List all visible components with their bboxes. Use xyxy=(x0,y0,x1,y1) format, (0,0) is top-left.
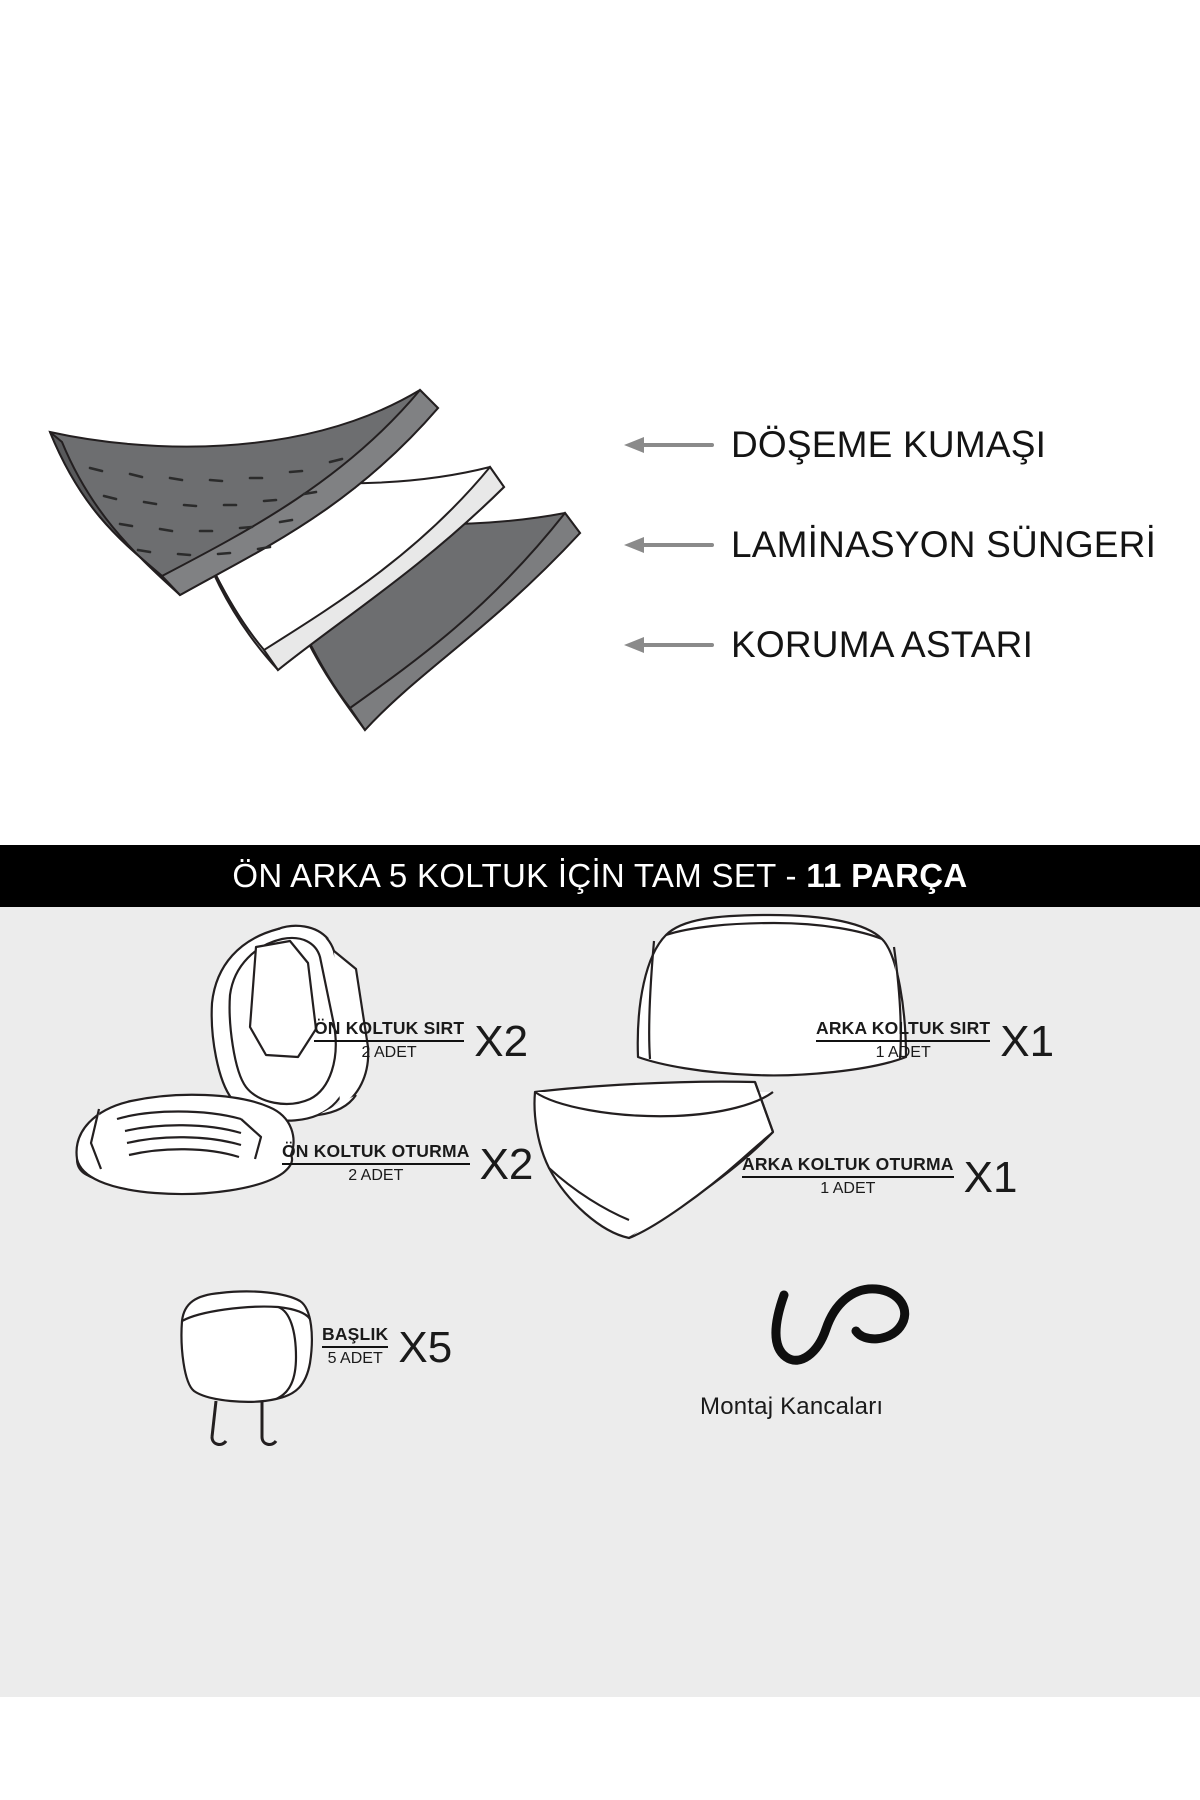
caption-qty: X1 xyxy=(963,1153,1018,1203)
caption-title: BAŞLIK xyxy=(322,1325,388,1348)
front-seat-cushion-illustration xyxy=(55,1047,345,1227)
bottom-white-strip xyxy=(0,1697,1200,1800)
caption-rear-seat-cushion xyxy=(738,1153,1018,1203)
layers-section xyxy=(0,0,1200,845)
caption-qty: X2 xyxy=(479,1140,534,1190)
layer-label-foam xyxy=(620,495,1180,595)
arrow-left-icon xyxy=(620,530,715,560)
layer-label-list xyxy=(620,395,1180,695)
caption-sub: 2 ADET xyxy=(361,1044,417,1062)
set-header-title-bold: 11 PARÇA xyxy=(806,857,968,894)
caption-text xyxy=(318,1325,392,1370)
caption-qty: X5 xyxy=(398,1323,453,1373)
caption-text xyxy=(738,1155,958,1200)
mounting-hook-icon xyxy=(760,1277,940,1387)
layers-illustration xyxy=(20,370,680,770)
arrow-left-icon xyxy=(620,630,715,660)
caption-sub: 2 ADET xyxy=(348,1167,404,1185)
caption-qty: X2 xyxy=(474,1017,529,1067)
mounting-hooks-label: Montaj Kancaları xyxy=(700,1393,884,1420)
caption-title: ÖN KOLTUK OTURMA xyxy=(282,1142,470,1165)
set-section xyxy=(0,845,1200,1800)
caption-text xyxy=(278,1142,474,1187)
arrow-left-icon xyxy=(620,430,715,460)
caption-sub: 1 ADET xyxy=(820,1180,876,1198)
layer-label-text: LAMİNASYON SÜNGERİ xyxy=(731,524,1157,565)
caption-sub: 1 ADET xyxy=(875,1044,931,1062)
item-front-seat-cushion xyxy=(55,1047,345,1227)
set-header-title-main: ÖN ARKA 5 KOLTUK İÇİN TAM SET - xyxy=(232,857,807,894)
set-header-banner xyxy=(0,845,1200,907)
layer-label-fabric xyxy=(620,395,1180,495)
caption-front-seat-cushion xyxy=(278,1140,534,1190)
layer-label-text: KORUMA ASTARI xyxy=(731,624,1034,665)
item-mounting-hooks xyxy=(760,1277,940,1387)
caption-title: ARKA KOLTUK OTURMA xyxy=(742,1155,954,1178)
layer-label-lining xyxy=(620,595,1180,695)
caption-title: ÖN KOLTUK SIRT xyxy=(314,1019,464,1042)
caption-sub: 5 ADET xyxy=(327,1350,383,1368)
caption-qty: X1 xyxy=(1000,1017,1055,1067)
caption-title: ARKA KOLTUK SIRT xyxy=(816,1019,990,1042)
set-body xyxy=(0,907,1200,1697)
caption-headrest xyxy=(318,1323,453,1373)
layer-label-text: DÖŞEME KUMAŞI xyxy=(731,424,1047,465)
set-header-title xyxy=(232,857,967,895)
